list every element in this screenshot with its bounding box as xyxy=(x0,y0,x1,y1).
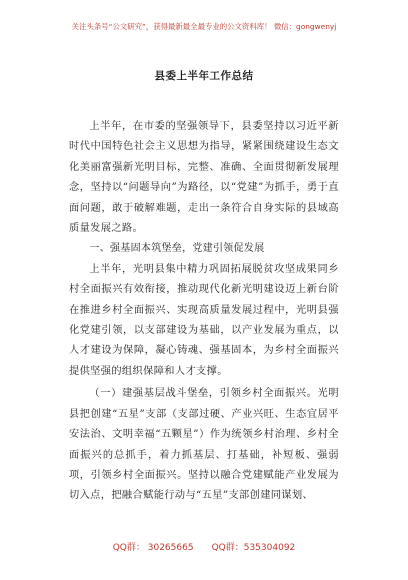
promo-banner: 关注头条号“公文研究”，获得最新最全最专业的公文资料库！ 微信：gongwenyj xyxy=(71,22,337,31)
qq-group-2: QQ群：535304092 xyxy=(211,543,296,553)
document-body xyxy=(69,117,339,507)
section-paragraph: 上半年，光明县集中精力巩固拓展脱贫攻坚成果同乡村全面振兴有效衔接，推动现代化新光明建设迈上新台阶在推进乡村全面振兴、实现高质量发展过程中，光明县强化党建引领，以支部建设为基础，以产业发展为重点，以人才建设为保障，凝心铸魂、强基固本，为乡村全面振兴提供坚强的组织保障和人才支撑。 xyxy=(69,263,339,377)
qq-group-1: QQ群： 30265665 xyxy=(112,543,194,553)
footer-contact xyxy=(0,540,408,553)
subsection-paragraph: （一）建强基层战斗堡垒，引领乡村全面振兴。光明县把创建“五星”支部（支部过硬、产业兴旺、生态宜居平安法治、文明幸福“五颗星”）作为统领乡村治理、乡村全面振兴的总抓手，着力抓基层、打基础，补短板、强弱项，引领乡村全面振兴。坚持以融合党建赋能产业发展为切入点，把融合赋能行动与“五星”支部创建同谋划、 xyxy=(69,388,339,502)
document-title: 县委上半年工作总结 xyxy=(154,70,254,82)
section-heading: 一、强基固本筑堡垒，党建引领促发展 xyxy=(89,243,265,255)
intro-paragraph: 上半年，在市委的坚强领导下，县委坚持以习近平新时代中国特色社会主义思想为指导，紧紧围绕建设生态文化美丽富强新光明目标，完整、准确、全面贯彻新发展理念，坚持以“问题导向”为路径，以“党建”为抓手，勇于直面问题，敢于破解难题，走出一条符合自身实际的县域高质量发展之路。 xyxy=(69,121,339,235)
